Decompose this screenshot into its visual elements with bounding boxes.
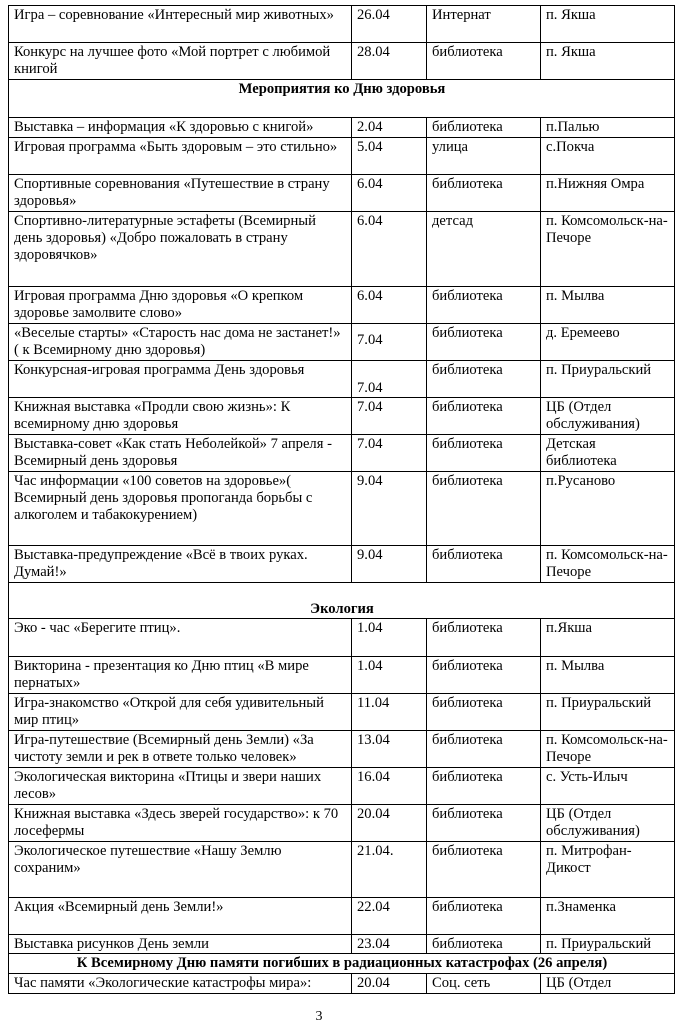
table-row (9, 212, 675, 287)
place-cell: библиотека (427, 472, 541, 546)
section-header (9, 80, 675, 118)
table-row (9, 324, 675, 361)
location-cell: п. Приуральский (541, 694, 675, 731)
place-cell: детсад (427, 212, 541, 287)
location-cell: п.Нижняя Омра (541, 175, 675, 212)
event-cell: Спортивные соревнования «Путешествие в страну здоровья» (9, 175, 352, 212)
location-cell: ЦБ (Отдел обслуживания) (541, 398, 675, 435)
location-cell: п. Мылва (541, 287, 675, 324)
place-cell: библиотека (427, 935, 541, 954)
table-row (9, 805, 675, 842)
location-cell: п. Комсомольск-на- Печоре (541, 212, 675, 287)
event-cell: Выставка рисунков День земли (9, 935, 352, 954)
event-cell: «Веселые старты» «Старость нас дома не застанет!» ( к Всемирному дню здоровья) (9, 324, 352, 361)
place-cell: библиотека (427, 361, 541, 398)
date-cell: 16.04 (352, 768, 427, 805)
location-cell: п.Палью (541, 118, 675, 138)
section-title-health: Мероприятия ко Дню здоровья (9, 80, 675, 118)
table-row (9, 138, 675, 175)
table-row (9, 657, 675, 694)
location-cell: д. Еремеево (541, 324, 675, 361)
date-cell: 22.04 (352, 898, 427, 935)
place-cell: библиотека (427, 398, 541, 435)
location-cell: п. Приуральский (541, 935, 675, 954)
table-row (9, 731, 675, 768)
event-cell: Книжная выставка «Продли свою жизнь»: К всемирному дню здоровья (9, 398, 352, 435)
events-table (8, 5, 675, 994)
section-title-ecology: Экология (9, 583, 675, 619)
date-cell: 6.04 (352, 212, 427, 287)
section-header (9, 954, 675, 974)
place-cell: библиотека (427, 435, 541, 472)
event-cell: Книжная выставка «Здесь зверей государство»: к 70 лосефермы (9, 805, 352, 842)
table-row (9, 768, 675, 805)
table-row (9, 398, 675, 435)
location-cell: с. Усть-Илыч (541, 768, 675, 805)
table-row (9, 435, 675, 472)
document-page (8, 5, 674, 994)
location-cell: п.Знаменка (541, 898, 675, 935)
location-cell: п. Мылва (541, 657, 675, 694)
date-cell: 11.04 (352, 694, 427, 731)
page-number: 3 (315, 1009, 323, 1024)
place-cell: Интернат (427, 6, 541, 43)
event-cell: Викторина - презентация ко Дню птиц «В мире пернатых» (9, 657, 352, 694)
table-row (9, 935, 675, 954)
event-cell: Выставка-предупреждение «Всё в твоих руках. Думай!» (9, 546, 352, 583)
location-cell: п. Якша (541, 43, 675, 80)
event-cell: Игра-знакомство «Открой для себя удивительный мир птиц» (9, 694, 352, 731)
place-cell: библиотека (427, 842, 541, 898)
table-row (9, 472, 675, 546)
date-cell: 6.04 (352, 287, 427, 324)
date-cell: 2.04 (352, 118, 427, 138)
location-cell: Детская библиотека (541, 435, 675, 472)
place-cell: библиотека (427, 43, 541, 80)
place-cell: библиотека (427, 898, 541, 935)
date-cell: 13.04 (352, 731, 427, 768)
date-cell: 1.04 (352, 657, 427, 694)
table-row (9, 118, 675, 138)
date-cell: 7.04 (352, 398, 427, 435)
event-cell: Экологическое путешествие «Нашу Землю сохраним» (9, 842, 352, 898)
date-cell: 1.04 (352, 619, 427, 657)
table-row (9, 6, 675, 43)
place-cell: библиотека (427, 694, 541, 731)
location-cell: ЦБ (Отдел обслуживания) (541, 805, 675, 842)
event-cell: Спортивно-литературные эстафеты (Всемирный день здоровья) «Добро пожаловать в страну здоровячков» (9, 212, 352, 287)
place-cell: Соц. сеть (427, 974, 541, 994)
table-row (9, 287, 675, 324)
place-cell: библиотека (427, 768, 541, 805)
table-row (9, 842, 675, 898)
date-cell: 20.04 (352, 974, 427, 994)
table-row (9, 974, 675, 994)
table-row (9, 43, 675, 80)
location-cell: п. Митрофан-Дикост (541, 842, 675, 898)
table-row (9, 361, 675, 398)
date-cell: 28.04 (352, 43, 427, 80)
date-cell: 7.04 (352, 361, 427, 398)
place-cell: библиотека (427, 805, 541, 842)
place-cell: библиотека (427, 287, 541, 324)
place-cell: улица (427, 138, 541, 175)
place-cell: библиотека (427, 175, 541, 212)
event-cell: Выставка – информация «К здоровью с книгой» (9, 118, 352, 138)
table-row (9, 546, 675, 583)
place-cell: библиотека (427, 619, 541, 657)
event-cell: Игра-путешествие (Всемирный день Земли) «За чистоту земли и рек в ответе только человек» (9, 731, 352, 768)
event-cell: Конкурсная-игровая программа День здоровья (9, 361, 352, 398)
place-cell: библиотека (427, 324, 541, 361)
section-header (9, 583, 675, 619)
location-cell: п. Комсомольск-на- Печоре (541, 546, 675, 583)
section-title-memory: К Всемирному Дню памяти погибших в радиационных катастрофах (26 апреля) (9, 954, 675, 974)
place-cell: библиотека (427, 731, 541, 768)
date-cell: 26.04 (352, 6, 427, 43)
date-cell: 6.04 (352, 175, 427, 212)
event-cell: Игровая программа Дню здоровья «О крепком здоровье замолвите слово» (9, 287, 352, 324)
table-row (9, 175, 675, 212)
date-cell: 20.04 (352, 805, 427, 842)
date-cell: 23.04 (352, 935, 427, 954)
place-cell: библиотека (427, 546, 541, 583)
table-row (9, 694, 675, 731)
date-cell: 9.04 (352, 546, 427, 583)
location-cell: п.Якша (541, 619, 675, 657)
table-row (9, 898, 675, 935)
date-cell: 9.04 (352, 472, 427, 546)
place-cell: библиотека (427, 118, 541, 138)
date-cell: 7.04 (352, 435, 427, 472)
event-cell: Эко - час «Берегите птиц». (9, 619, 352, 657)
date-cell: 5.04 (352, 138, 427, 175)
event-cell: Час памяти «Экологические катастрофы мира»: (9, 974, 352, 994)
event-cell: Акция «Всемирный день Земли!» (9, 898, 352, 935)
location-cell: ЦБ (Отдел (541, 974, 675, 994)
event-cell: Игровая программа «Быть здоровым – это стильно» (9, 138, 352, 175)
event-cell: Час информации «100 советов на здоровье»( Всемирный день здоровья пропоганда борьбы с алкоголем и табакокурением) (9, 472, 352, 546)
location-cell: п. Якша (541, 6, 675, 43)
event-cell: Конкурс на лучшее фото «Мой портрет с любимой книгой (9, 43, 352, 80)
date-cell: 21.04. (352, 842, 427, 898)
date-cell: 7.04 (352, 324, 427, 361)
event-cell: Игра – соревнование «Интересный мир животных» (9, 6, 352, 43)
table-row (9, 619, 675, 657)
event-cell: Выставка-совет «Как стать Неболейкой» 7 апреля - Всемирный день здоровья (9, 435, 352, 472)
event-cell: Экологическая викторина «Птицы и звери наших лесов» (9, 768, 352, 805)
location-cell: п.Русаново (541, 472, 675, 546)
location-cell: п. Приуральский (541, 361, 675, 398)
location-cell: п. Комсомольск-на- Печоре (541, 731, 675, 768)
location-cell: с.Покча (541, 138, 675, 175)
place-cell: библиотека (427, 657, 541, 694)
